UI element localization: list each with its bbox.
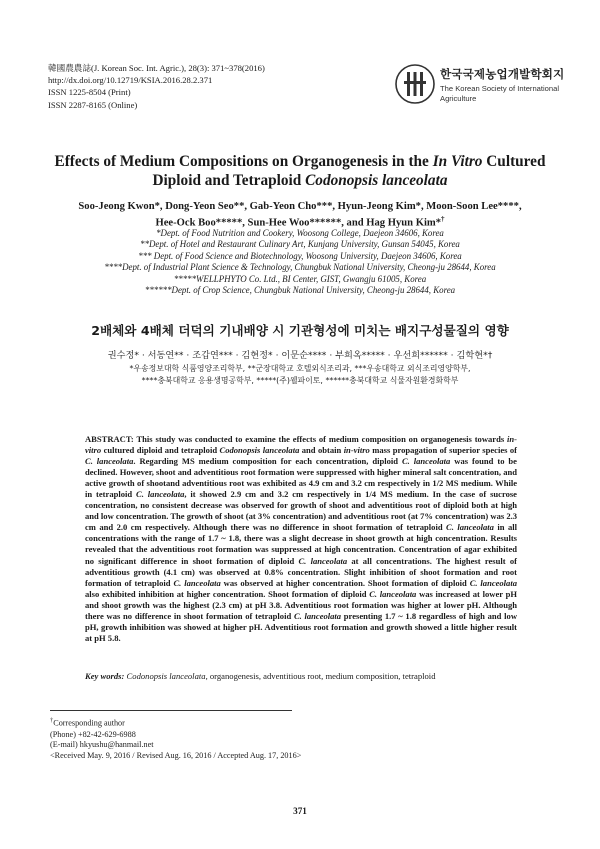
society-name-korean: 한국국제농업개발학회지 bbox=[440, 67, 565, 81]
abstract-text: , it showed 2.9 cm and 3.2 cm respectively in 1/4 MS medium. In the case of sucrose concentration, no consistent decrease was observed for growth of shoot and adventitious root of diploid both at high and low concentration. The growth of shoot (at 3% concentration) and adventitious root (at 7% concentration) was 2.3 cm and 2.0 cm respectively. Although there was no difference in shoot formation of tetraploid bbox=[85, 489, 517, 533]
submission-dates: <Received May. 9, 2016 / Revised Aug. 16, 2016 / Accepted Aug. 17, 2016> bbox=[50, 751, 302, 761]
abstract-text: in all concentrations with the range of 1.7 ~ 1.8, there was a slight decrease in shoot growth at high concentration. Results revealed that the adventitious root formation was suppressed at high concentration. Concentration of agar exhibited no significant difference in shoot formation of diploid bbox=[85, 522, 517, 566]
title-line2: Diploid and Tetraploid bbox=[152, 171, 306, 189]
korean-title: 2배체와 4배체 더덕의 기내배양 시 기관형성에 미치는 배지구성물질의 영향 bbox=[91, 323, 509, 338]
abstract-text: . Regarding MS medium composition for each concentration, diploid bbox=[133, 456, 402, 467]
title-in-vitro: In Vitro bbox=[432, 153, 483, 170]
email-address[interactable]: (E-mail) hkyushu@hanmail.net bbox=[50, 740, 154, 750]
abstract-italic: Codonopsis lanceolata bbox=[219, 445, 300, 456]
abstract-label: ABSTRACT: bbox=[85, 434, 134, 444]
abstract-italic: in-vitro bbox=[343, 445, 370, 456]
abstract-italic: C. lanceolata bbox=[136, 489, 185, 500]
authors-line1: Soo-Jeong Kwon*, Dong-Yeon Seo**, Gab-Yeon Cho***, Hyun-Jeong Kim*, Moon-Soon Lee****, bbox=[78, 201, 522, 212]
abstract-text: at all concentrations. The highest result of adventitious growth (4.1 cm) was observed at 0.8% concentration. Slight inhibition of shoot formation and root formation of tetraploid bbox=[85, 555, 517, 588]
abstract-italic: in-vitro bbox=[85, 434, 517, 456]
journal-citation: 韓國農農誌(J. Korean Soc. Int. Agric.), 28(3): 371~378(2016) bbox=[48, 63, 265, 73]
affiliation-1: *Dept. of Food Nutrition and Cookery, Woosong College, Daejeon 34606, Korea bbox=[156, 228, 444, 238]
keywords-list: , organogenesis, adventitious root, medium composition, tetraploid bbox=[205, 671, 436, 681]
society-name-english-line1: The Korean Society of International bbox=[440, 84, 560, 93]
abstract-italic: C. lanceolata bbox=[469, 577, 517, 588]
title-species: Codonopsis lanceolata bbox=[305, 171, 448, 189]
footnote-divider bbox=[50, 710, 292, 711]
korean-affiliation-line1: *우송정보대학 식품영양조리학부, **군장대학교 호텔외식조리과, ***우송대학교 외식조리영양학부, bbox=[129, 364, 471, 373]
society-emblem-icon bbox=[394, 62, 436, 106]
title-line1-end: Cultured bbox=[482, 153, 546, 170]
corresponding-author-label: Corresponding author bbox=[53, 718, 125, 728]
abstract-italic: C. lanceolata bbox=[298, 555, 348, 566]
affiliation-6: ******Dept. of Crop Science, Chungbuk National University, Cheong-ju 28644, Korea bbox=[144, 285, 456, 296]
keywords-species: Codonopsis lanceolata bbox=[124, 671, 206, 681]
abstract-text: was found to be declined. However, shoot and adventitious root formation were suppressed with higher mineral salt concentration, and active growth of shootand adventitious root was exhibited as 4.9 cm and 3.2 cm respectively in 1/2 MS medium. While in tetraploid bbox=[85, 456, 517, 500]
corresponding-dagger: † bbox=[441, 215, 445, 224]
journal-header bbox=[48, 62, 265, 111]
affiliation-2: **Dept. of Hotel and Restaurant Culinary Art, Kunjang University, Gunsan 54045, Korea bbox=[140, 239, 460, 250]
abstract-text: was observed at higher concentration. Shoot formation of diploid bbox=[220, 577, 470, 588]
page-number: 371 bbox=[293, 806, 307, 816]
issn-online: ISSN 2287-8165 (Online) bbox=[48, 99, 138, 110]
keywords-label: Key words: bbox=[85, 671, 125, 681]
keywords bbox=[85, 671, 517, 682]
article-title bbox=[40, 153, 560, 190]
affiliation-5: *****WELLPHYTO Co. Ltd., BI Center, GIST, Gwangju 61005, Korea bbox=[173, 273, 427, 284]
korean-authors: 권수정* · 서동연** · 조갑연*** · 김현정* · 이문순**** · 부희옥***** · 우선희****** · 김학현*† bbox=[107, 350, 493, 361]
society-logo bbox=[394, 60, 564, 116]
abstract-text: mass propagation of superior species of bbox=[369, 445, 517, 456]
affiliation-3: *** Dept. of Food Science and Biotechnology, Woosong University, Daejeon 34606, Korea bbox=[138, 250, 462, 261]
abstract-text: presenting 1.7 ~ 1.8 regardless of high and low pH, growth inhibition was showed at higher pH. Adventitious root formation and growth showed a little higher result at pH 5.8. bbox=[85, 610, 517, 643]
abstract-italic: C. lanceolata bbox=[446, 522, 494, 533]
author-list bbox=[40, 200, 560, 230]
authors-line2: Hee-Ock Boo*****, Sun-Hee Woo******, and Hag Hyun Kim* bbox=[155, 217, 442, 229]
footnote-dagger: † bbox=[50, 717, 54, 724]
korean-affiliation-line2: ****충북대학교 응용생명공학부, *****(주)웰파이토, ******충북대학교 식물자원환경화학부 bbox=[141, 376, 459, 385]
abstract-italic: C. lanceolata bbox=[85, 456, 134, 467]
abstract-text: also exhibited inhibition at higher concentration. Shoot formation of diploid bbox=[85, 588, 370, 599]
abstract-italic: C. lanceolata bbox=[173, 577, 221, 588]
abstract-text: was increased at lower pH and shoot growth was the highest (2.3 cm) at pH 3.8. Adventitious root formation was higher at lower pH. Although there was no difference in shoot formation of tetraploid bbox=[85, 588, 517, 621]
society-name-english bbox=[440, 84, 559, 103]
abstract-italic: C. lanceolata bbox=[401, 456, 451, 467]
abstract-text: and obtain bbox=[299, 445, 344, 456]
abstract-text: cultured diploid and tetraploid bbox=[101, 445, 220, 456]
abstract-italic: C. lanceolata bbox=[369, 588, 417, 599]
affiliation-list bbox=[40, 228, 560, 296]
doi-link[interactable]: http://dx.doi.org/10.12719/KSIA.2016.28.2.371 bbox=[48, 75, 213, 86]
affiliation-4: ****Dept. of Industrial Plant Science & Technology, Chungbuk National University, Cheong-ju 28644, Korea bbox=[104, 262, 496, 273]
abstract-italic: C. lanceolata bbox=[293, 610, 342, 621]
phone-number: (Phone) +82-42-629-6988 bbox=[50, 729, 136, 739]
korean-affiliations bbox=[40, 363, 560, 387]
title-line1: Effects of Medium Compositions on Organogenesis in the bbox=[54, 153, 433, 170]
footnote bbox=[50, 716, 301, 762]
abstract bbox=[85, 434, 517, 644]
abstract-text: This study was conducted to examine the effects of medium composition on organogenesis towards bbox=[133, 434, 508, 444]
society-name-english-line2: Agriculture bbox=[440, 93, 477, 103]
issn-print: ISSN 1225-8504 (Print) bbox=[48, 87, 131, 98]
